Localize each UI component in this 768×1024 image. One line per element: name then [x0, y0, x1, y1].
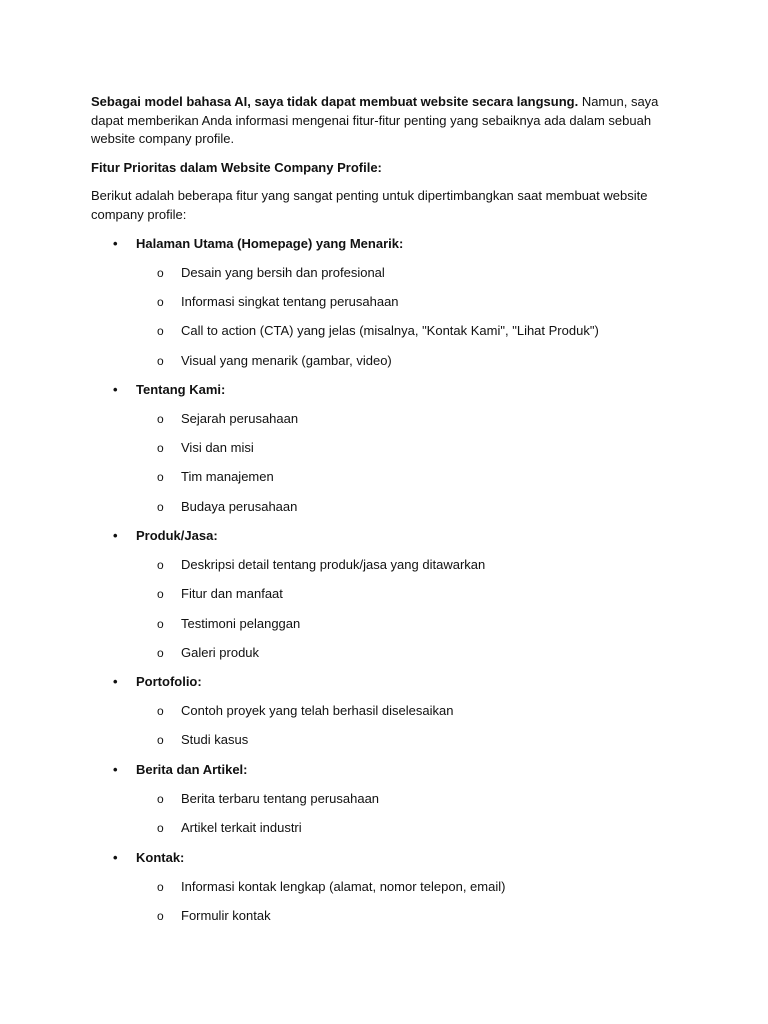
feature-sub-list — [136, 790, 663, 838]
circle-bullet-icon: o — [157, 645, 164, 660]
feature-sub-item-text: Visual yang menarik (gambar, video) — [181, 352, 392, 368]
bullet-icon: • — [113, 761, 118, 777]
feature-sub-item-text: Deskripsi detail tentang produk/jasa yang ditawarkan — [181, 557, 486, 573]
feature-sub-item — [91, 293, 663, 312]
feature-sub-item-text: Fitur dan manfaat — [181, 586, 283, 602]
feature-sub-item — [91, 790, 663, 809]
circle-bullet-icon: o — [157, 587, 164, 602]
feature-sub-item — [91, 352, 663, 371]
circle-bullet-icon: o — [157, 470, 164, 485]
feature-sub-item-text: Budaya perusahaan — [181, 498, 298, 514]
feature-sub-item-text: Testimoni pelanggan — [181, 615, 301, 631]
feature-list — [91, 235, 663, 925]
feature-sub-list — [136, 410, 663, 516]
bullet-icon: • — [113, 236, 118, 251]
feature-title: Portofolio: — [136, 674, 202, 690]
feature-sub-item — [91, 585, 663, 604]
feature-list-item — [91, 761, 663, 838]
bullet-icon: • — [113, 382, 118, 398]
feature-sub-item-text: Desain yang bersih dan profesional — [181, 265, 385, 280]
feature-sub-item-text: Informasi singkat tentang perusahaan — [181, 294, 399, 310]
circle-bullet-icon: o — [157, 266, 164, 280]
bullet-icon: • — [113, 528, 118, 544]
feature-list-item — [91, 673, 663, 750]
feature-sub-item-text: Sejarah perusahaan — [181, 411, 299, 427]
feature-sub-item-text: Visi dan misi — [181, 440, 254, 456]
feature-sub-item — [91, 702, 663, 721]
circle-bullet-icon: o — [157, 441, 164, 456]
section-heading: Fitur Prioritas dalam Website Company Profile: — [91, 159, 382, 175]
feature-sub-item-text: Call to action (CTA) yang jelas (misalnya, "Kontak Kami", "Lihat Produk") — [181, 323, 599, 339]
feature-sub-item-text: Berita terbaru tentang perusahaan — [181, 790, 380, 806]
feature-sub-item — [91, 644, 663, 663]
feature-title: Kontak: — [136, 849, 185, 865]
feature-sub-item — [91, 468, 663, 487]
feature-sub-list — [136, 264, 663, 370]
feature-sub-item — [91, 264, 663, 283]
feature-sub-item-text: Artikel terkait industri — [181, 820, 302, 836]
intro-paragraph — [91, 93, 663, 149]
feature-list-item — [91, 849, 663, 926]
circle-bullet-icon: o — [157, 353, 164, 368]
lead-paragraph: Berikut adalah beberapa fitur yang sangat penting untuk dipertimbangkan saat membuat website company profile: — [91, 188, 648, 222]
circle-bullet-icon: o — [157, 412, 164, 427]
circle-bullet-icon: o — [157, 908, 164, 923]
feature-sub-item — [91, 819, 663, 838]
feature-sub-item-text: Tim manajemen — [181, 469, 274, 485]
feature-sub-item-text: Contoh proyek yang telah berhasil diselesaikan — [181, 703, 454, 719]
feature-list-item — [91, 527, 663, 662]
circle-bullet-icon: o — [157, 616, 164, 631]
feature-sub-item — [91, 556, 663, 575]
circle-bullet-icon: o — [157, 324, 164, 339]
bullet-icon: • — [113, 849, 118, 865]
feature-sub-item-text: Galeri produk — [181, 644, 260, 660]
circle-bullet-icon: o — [157, 558, 164, 573]
feature-title: Halaman Utama (Homepage) yang Menarik: — [136, 236, 404, 251]
circle-bullet-icon: o — [157, 499, 164, 514]
circle-bullet-icon: o — [157, 733, 164, 748]
feature-sub-item-text: Informasi kontak lengkap (alamat, nomor telepon, email) — [181, 878, 506, 894]
feature-sub-item-text: Studi kasus — [181, 732, 249, 748]
circle-bullet-icon: o — [157, 879, 164, 894]
feature-title: Tentang Kami: — [136, 382, 226, 398]
feature-sub-item — [91, 322, 663, 341]
feature-list-item — [91, 381, 663, 516]
feature-sub-item-text: Formulir kontak — [181, 907, 271, 923]
feature-list-item — [91, 235, 663, 370]
feature-sub-item — [91, 410, 663, 429]
feature-title: Produk/Jasa: — [136, 528, 218, 544]
feature-sub-item — [91, 439, 663, 458]
bullet-icon: • — [113, 674, 118, 690]
intro-rest-text: Namun, saya dapat memberikan Anda informasi mengenai fitur-fitur penting yang sebaiknya ada dalam sebuah website company profile. — [91, 94, 659, 146]
circle-bullet-icon: o — [157, 821, 164, 836]
circle-bullet-icon: o — [157, 791, 164, 806]
intro-bold-text: Sebagai model bahasa AI, saya tidak dapat membuat website secara langsung. — [91, 94, 579, 109]
feature-sub-item — [91, 615, 663, 634]
feature-title: Berita dan Artikel: — [136, 761, 248, 777]
document-body — [91, 93, 663, 936]
feature-sub-item — [91, 878, 663, 897]
feature-sub-list — [136, 556, 663, 662]
feature-sub-list — [136, 702, 663, 750]
circle-bullet-icon: o — [157, 295, 164, 310]
feature-sub-item — [91, 498, 663, 517]
feature-sub-item — [91, 731, 663, 750]
circle-bullet-icon: o — [157, 704, 164, 719]
feature-sub-item — [91, 907, 663, 926]
feature-sub-list — [136, 878, 663, 926]
